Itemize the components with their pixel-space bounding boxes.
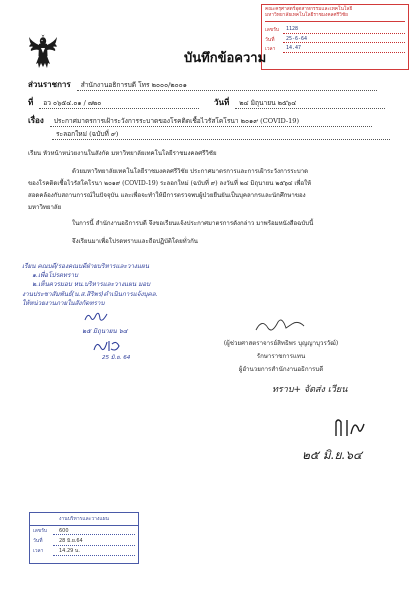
reference-field [28,96,199,109]
handwritten-approval-signature [330,416,370,440]
planning-time-label: เวลา [33,548,44,554]
reference-value: อว ๐๖๕๔.๐๑ / ๗๒๐ [39,97,199,109]
planning-stamp-row [30,526,138,536]
handwritten-line: ให้หน่วยงานภายในสังกัดทราบ [22,299,105,307]
signatory-name: (ผู้ช่วยศาสตราจารย์สิทธิพร บุญญาบุวรวัฒ์) [223,340,339,347]
agency-label: ส่วนราชการ [28,79,71,89]
receipt-stamp [261,4,409,70]
memo-title: บันทึกข้อความ [184,51,267,66]
body-line: มหาวิทยาลัย [28,204,62,211]
body-paragraph-2: ในการนี้ สำนักงานอธิการบดี จึงขอเรียนแจ้งประกาศมาตรการดังกล่าว มาพร้อมหนังสือฉบับนี้ [72,220,314,227]
handwritten-note-date: ๒๕ มิถุนายน ๖๔ [82,328,128,335]
signature-block [206,338,356,374]
body-line: ของโรคติดเชื้อไวรัสโคโรนา ๒๐๑๙ (COVID-19) ระลอกใหม่ (ฉบับที่ ๙) ลงวันที่ ๒๔ มิถุนายน ๒๕๖๔ เพื่อให้ [28,180,312,187]
body-line: สอดคล้องกับสถานการณ์ในปัจจุบัน และเพื่อจะทำให้มีการตรวจพบผู้ป่วยยืนยันเป็นบุคลากรและนักศึกษาของ [28,192,306,199]
subject-label: เรื่อง [28,115,44,125]
signatory-position: ผู้อำนวยการสำนักงานอธิการบดี [238,366,324,373]
reference-label: ที่ [28,97,34,107]
garuda-emblem [28,34,58,70]
date-label: วันที่ [214,97,230,107]
handwritten-initial-mark [82,310,112,324]
agency-field [28,78,398,91]
handwritten-line: เรียน คณบดี/รองคณบดีฝ่ายบริหารและวางแผน [22,263,150,270]
receipt-number-value: 1128 [283,26,405,34]
planning-number-label: เลขรับ [33,528,48,534]
receipt-date-label: วันที่ [265,36,275,43]
date-value: ๒๔ มิถุนายน ๒๕๖๔ [235,97,385,109]
handwritten-acknowledgement: ทราบ+ จัดส่ง เวียน [272,385,348,395]
handwritten-note [22,262,222,308]
planning-time-value: 14.29 น. [53,547,135,556]
planning-date-value: 28 มิ.ย.64 [53,537,135,546]
subject-field [28,114,372,127]
planning-date-label: วันที่ [33,538,43,544]
planning-number-value: 600 [53,528,135,535]
handwritten-signature-mark [92,338,122,354]
receipt-number-label: เลขรับ [265,27,280,34]
planning-stamp-header: งานบริหารและวางแผน [30,513,138,526]
planning-stamp-row [30,546,138,556]
receipt-stamp-row [265,43,405,53]
subject-continuation [52,128,390,140]
handwritten-initial-date: 25 มิ.ย. 64 [102,355,131,361]
body-paragraph-3: จึงเรียนมาเพื่อโปรดทราบและถือปฏิบัติโดยทั่วกัน [72,238,198,245]
planning-receipt-stamp [29,512,139,564]
agency-value: สำนักงานอธิการบดี โทร ๒๐๐๐/๒๐๐๑ [77,79,377,91]
receipt-stamp-row [265,34,405,44]
subject-line-1: ประกาศมาตรการเฝ้าระวังการระบาดของโรคติดเชื้อไวรัสโคโรนา ๒๐๑๙ (COVID-19) [50,115,372,127]
receipt-stamp-header [265,7,405,22]
body-paragraph-1 [28,166,398,214]
receipt-time-label: เวลา [265,46,276,53]
signatory-role: รักษาราชการแทน [256,353,306,360]
date-field [214,96,385,109]
receipt-time-value: 14.47 [283,45,405,53]
receipt-stamp-org: คณะครุศาสตร์อุตสาหกรรมและเทคโนโลยี [265,7,353,12]
planning-stamp-row [30,536,138,546]
signature-mark [252,316,308,336]
receipt-stamp-row [265,24,405,34]
receipt-date-value: 25-6-64 [283,36,405,44]
salutation: เรียน หัวหน้าหน่วยงานในสังกัด มหาวิทยาลัยเทคโนโลยีราชมงคลศรีวิชัย [28,150,217,157]
subject-line-2: ระลอกใหม่ (ฉบับที่ ๙) [52,128,390,140]
handwritten-line: งานประชาสัมพันธ์(น.ส.สิริพร)ดำเนินการแจ้งบุคล. [22,290,158,298]
body-line: ด้วยมหาวิทยาลัยเทคโนโลยีราชมงคลศรีวิชัย ประกาศมาตรการและการเฝ้าระวังการระบาด [72,168,309,175]
handwritten-line: ๑.เพื่อโปรดทราบ [32,272,78,280]
handwritten-approval-date: ๒๕ มิ.ย.๖๔ [302,448,363,462]
receipt-stamp-university: มหาวิทยาลัยเทคโนโลยีราชมงคลศรีวิชัย [265,13,348,19]
handwritten-line: ๒.เห็นควรมอบ หน.บริหารและวางแผน มอบ [32,281,151,289]
